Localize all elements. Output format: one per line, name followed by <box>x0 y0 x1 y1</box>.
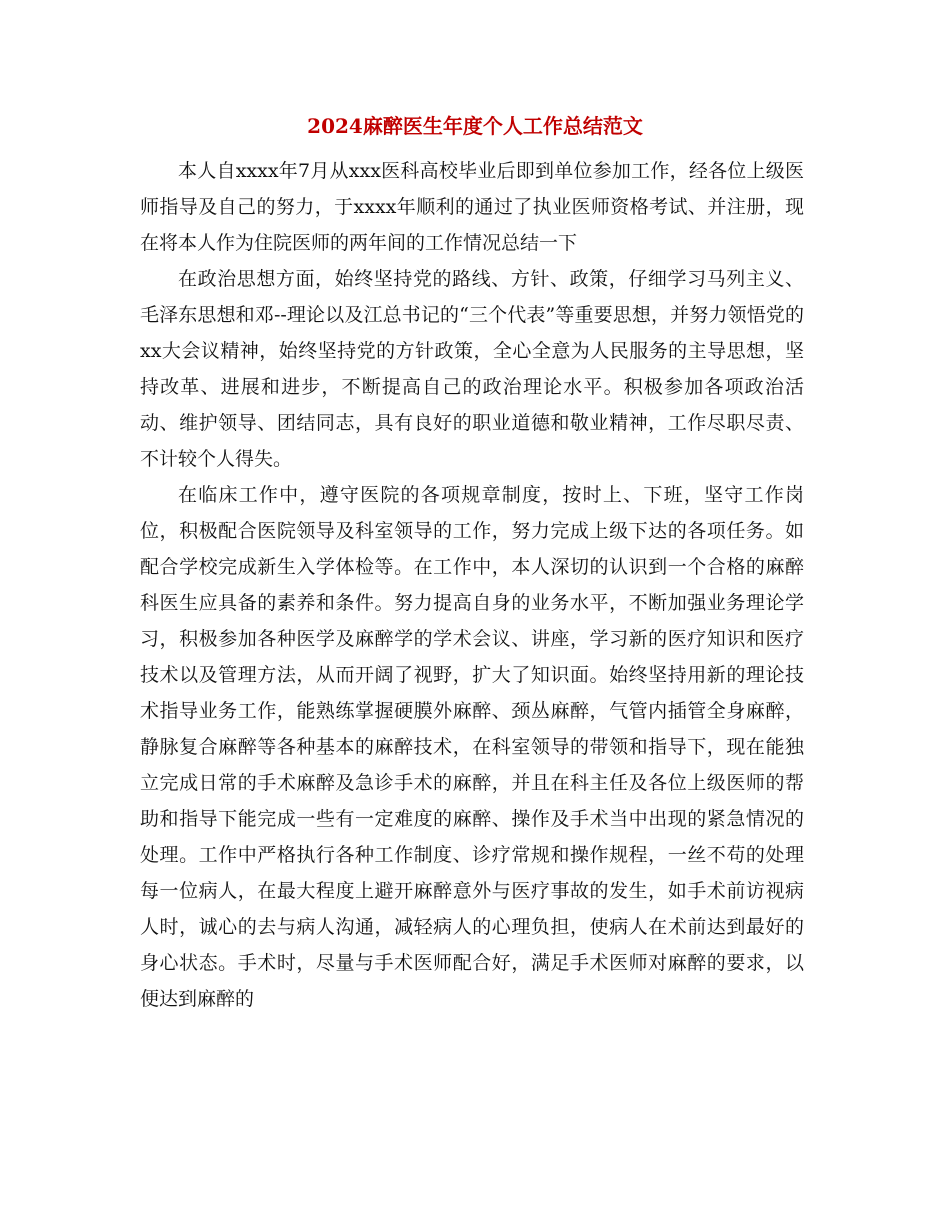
document-title: 2024麻醉医生年度个人工作总结范文 <box>307 114 643 138</box>
paragraph-intro: 本人自xxxx年7月从xxx医科高校毕业后即到单位参加工作，经各位上级医师指导及自己的努力，于xxxx年顺利的通过了执业医师资格考试、并注册，现在将本人作为住院医师的两年间的工作情况总结一下 <box>140 160 804 254</box>
paragraph-clinical-work: 在临床工作中，遵守医院的各项规章制度，按时上、下班，坚守工作岗位，积极配合医院领导及科室领导的工作，努力完成上级下达的各项任务。如配合学校完成新生入学体检等。在工作中，本人深切的认识到一个合格的麻醉科医生应具备的素养和条件。努力提高自身的业务水平，不断加强业务理论学习，积极参加各种医学及麻醉学的学术会议、讲座，学习新的医疗知识和医疗技术以及管理方法，从而开阔了视野，扩大了知识面。始终坚持用新的理论技术指导业务工作，能熟练掌握硬膜外麻醉、颈丛麻醉，气管内插管全身麻醉，静脉复合麻醉等各种基本的麻醉技术，在科室领导的带领和指导下，现在能独立完成日常的手术麻醉及急诊手术的麻醉，并且在科主任及各位上级医师的帮助和指导下能完成一些有一定难度的麻醉、操作及手术当中出现的紧急情况的处理。工作中严格执行各种工作制度、诊疗常规和操作规程，一丝不苟的处理每一位病人，在最大程度上避开麻醉意外与医疗事故的发生，如手术前访视病人时，诚心的去与病人沟通，减轻病人的心理负担，使病人在术前达到最好的身心状态。手术时，尽量与手术医师配合好，满足手术医师对麻醉的要求，以便达到麻醉的 <box>140 484 804 1010</box>
paragraph-political-thought: 在政治思想方面，始终坚持党的路线、方针、政策，仔细学习马列主义、毛泽东思想和邓--理论以及江总书记的“三个代表”等重要思想，并努力领悟党的xx大会议精神，始终坚持党的方针政策，全心全意为人民服务的主导思想，坚持改革、进展和进步，不断提高自己的政治理论水平。积极参加各项政治活动、维护领导、团结同志，具有良好的职业道德和敬业精神，工作尽职尽责、不计较个人得失。 <box>140 268 804 470</box>
document-body <box>140 153 804 1017</box>
